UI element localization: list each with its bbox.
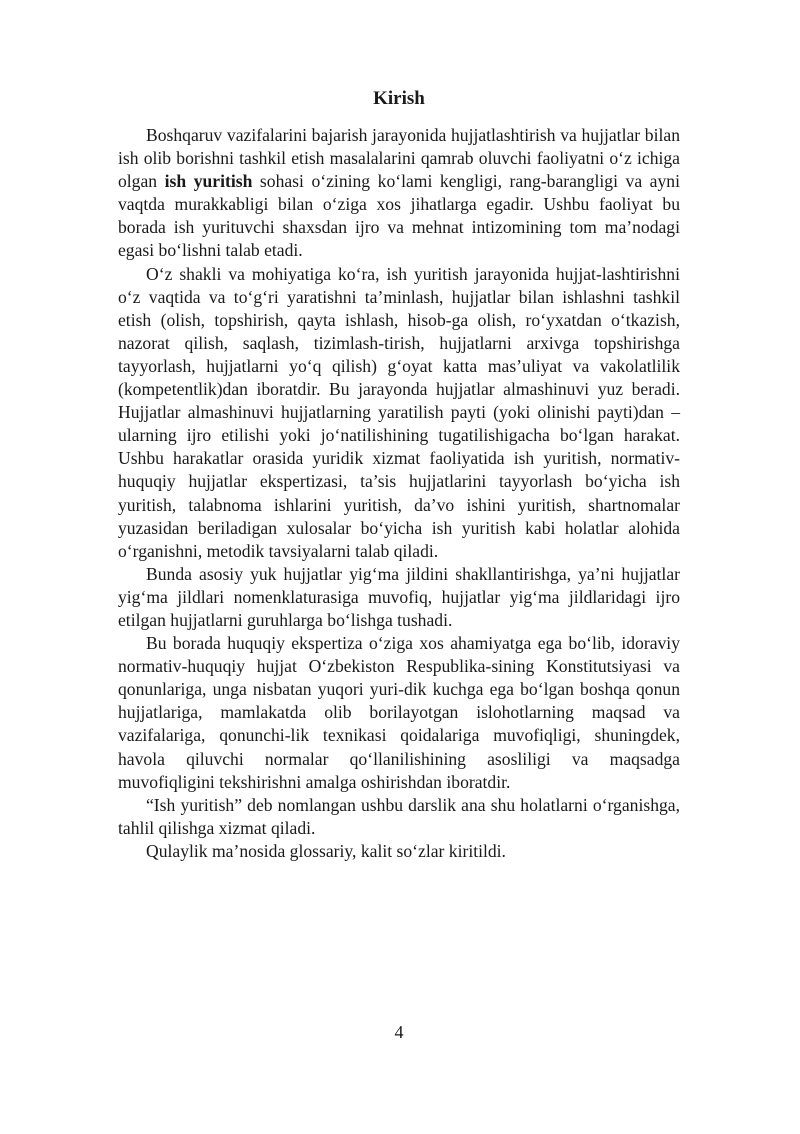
paragraph-4: Bu borada huquqiy ekspertiza o‘ziga xos ahamiyatga ega bo‘lib, idoraviy normativ-huquqiy hujjat O‘zbekiston Respublika-sining Konstitutsiyasi va qonunlariga, unga nisbatan yuqori yuri-dik kuchga ega bo‘lgan boshqa qonun hujjatlariga, mamlakatda olib borilayotgan islohotlarning maqsad va vazifalariga, qonunchi-lik texnikasi qoidalariga muvofiqligi, shuningdek, havola qiluvchi normalar qo‘llanilishining asosliligi va maqsadga muvofiqligini tekshirishni amalga oshirishdan iboratdir. bbox=[118, 633, 680, 792]
paragraph-2: O‘z shakli va mohiyatiga ko‘ra, ish yuritish jarayonida hujjat-lashtirishni o‘z vaqtida va to‘g‘ri yaratishni ta’minlash, hujjatlar bilan ishlashni tashkil etish (olish, topshirish, qayta ishlash, hisob-ga olish, ro‘yxatdan o‘tkazish, nazorat qilish, saqlash, tizimlash-tirish, hujjatlarni arxivga topshirishga tayyorlash, hujjatlarni yo‘q qilish) g‘oyat katta mas’uliyat va vakolatlilik (kompetentlik)dan iboratdir. Bu jarayonda hujjatlar almashinuvi yuz beradi. Hujjatlar almashinuvi hujjatlarning yaratilish payti (yoki olinishi payti)dan – ularning ijro etilishi yoki jo‘natilishining tugatilishigacha bo‘lgan harakat. Ushbu harakatlar orasida yuridik xizmat faoliyatida ish yuritish, normativ-huquqiy hujjatlar ekspertizasi, ta’sis hujjatlarini tayyorlash bo‘yicha ish yuritish, talabnoma ishlarini yuritish, da’vo ishini yuritish, shartnomalar yuzasidan beriladigan xulosalar bo‘yicha ish yuritish kabi holatlar alohida o‘rganishni, metodik tavsiyalarni talab qiladi. bbox=[118, 263, 680, 561]
paragraph-5: “Ish yuritish” deb nomlangan ushbu darslik ana shu holatlarni o‘rganishga, tahlil qilishga xizmat qiladi. bbox=[118, 794, 680, 838]
document-page bbox=[118, 0, 680, 1134]
paragraph-3: Bunda asosiy yuk hujjatlar yig‘ma jildini shakllantirishga, ya’ni hujjatlar yig‘ma jildlari nomenklaturasiga muvofiq, hujjatlar yig‘ma jildlaridagi ijro etilgan hujjatlarni guruhlarga bo‘lishga tushadi. bbox=[118, 563, 680, 630]
section-heading: Kirish bbox=[373, 88, 425, 109]
paragraph-1-bold-term: ish yuritish bbox=[164, 171, 253, 192]
paragraph-1-after: sohasi o‘zining ko‘lami kengligi, rang-barangligi va ayni vaqtda murakkabligi bilan o‘ziga xos jihatlarga egadir. Ushbu faoliyat bu borada ish yurituvchi shaxsdan ijro va mehnat intizomining tom ma’nodagi egasi bo‘lishni talab etadi. bbox=[118, 171, 680, 261]
page-number: 4 bbox=[394, 1022, 404, 1042]
body-text bbox=[118, 124, 680, 863]
paragraph-6: Qulaylik ma’nosida glossariy, kalit so‘zlar kiritildi. bbox=[146, 840, 506, 861]
paragraph-1 bbox=[118, 124, 680, 263]
paragraph-1-before: Boshqaruv vazifalarini bajarish jarayonida hujjatlashtirish va hujjatlar bilan ish olib borishni tashkil etish masalalarini qamrab oluvchi faoliyatni o‘z ichiga olgan bbox=[118, 125, 680, 192]
